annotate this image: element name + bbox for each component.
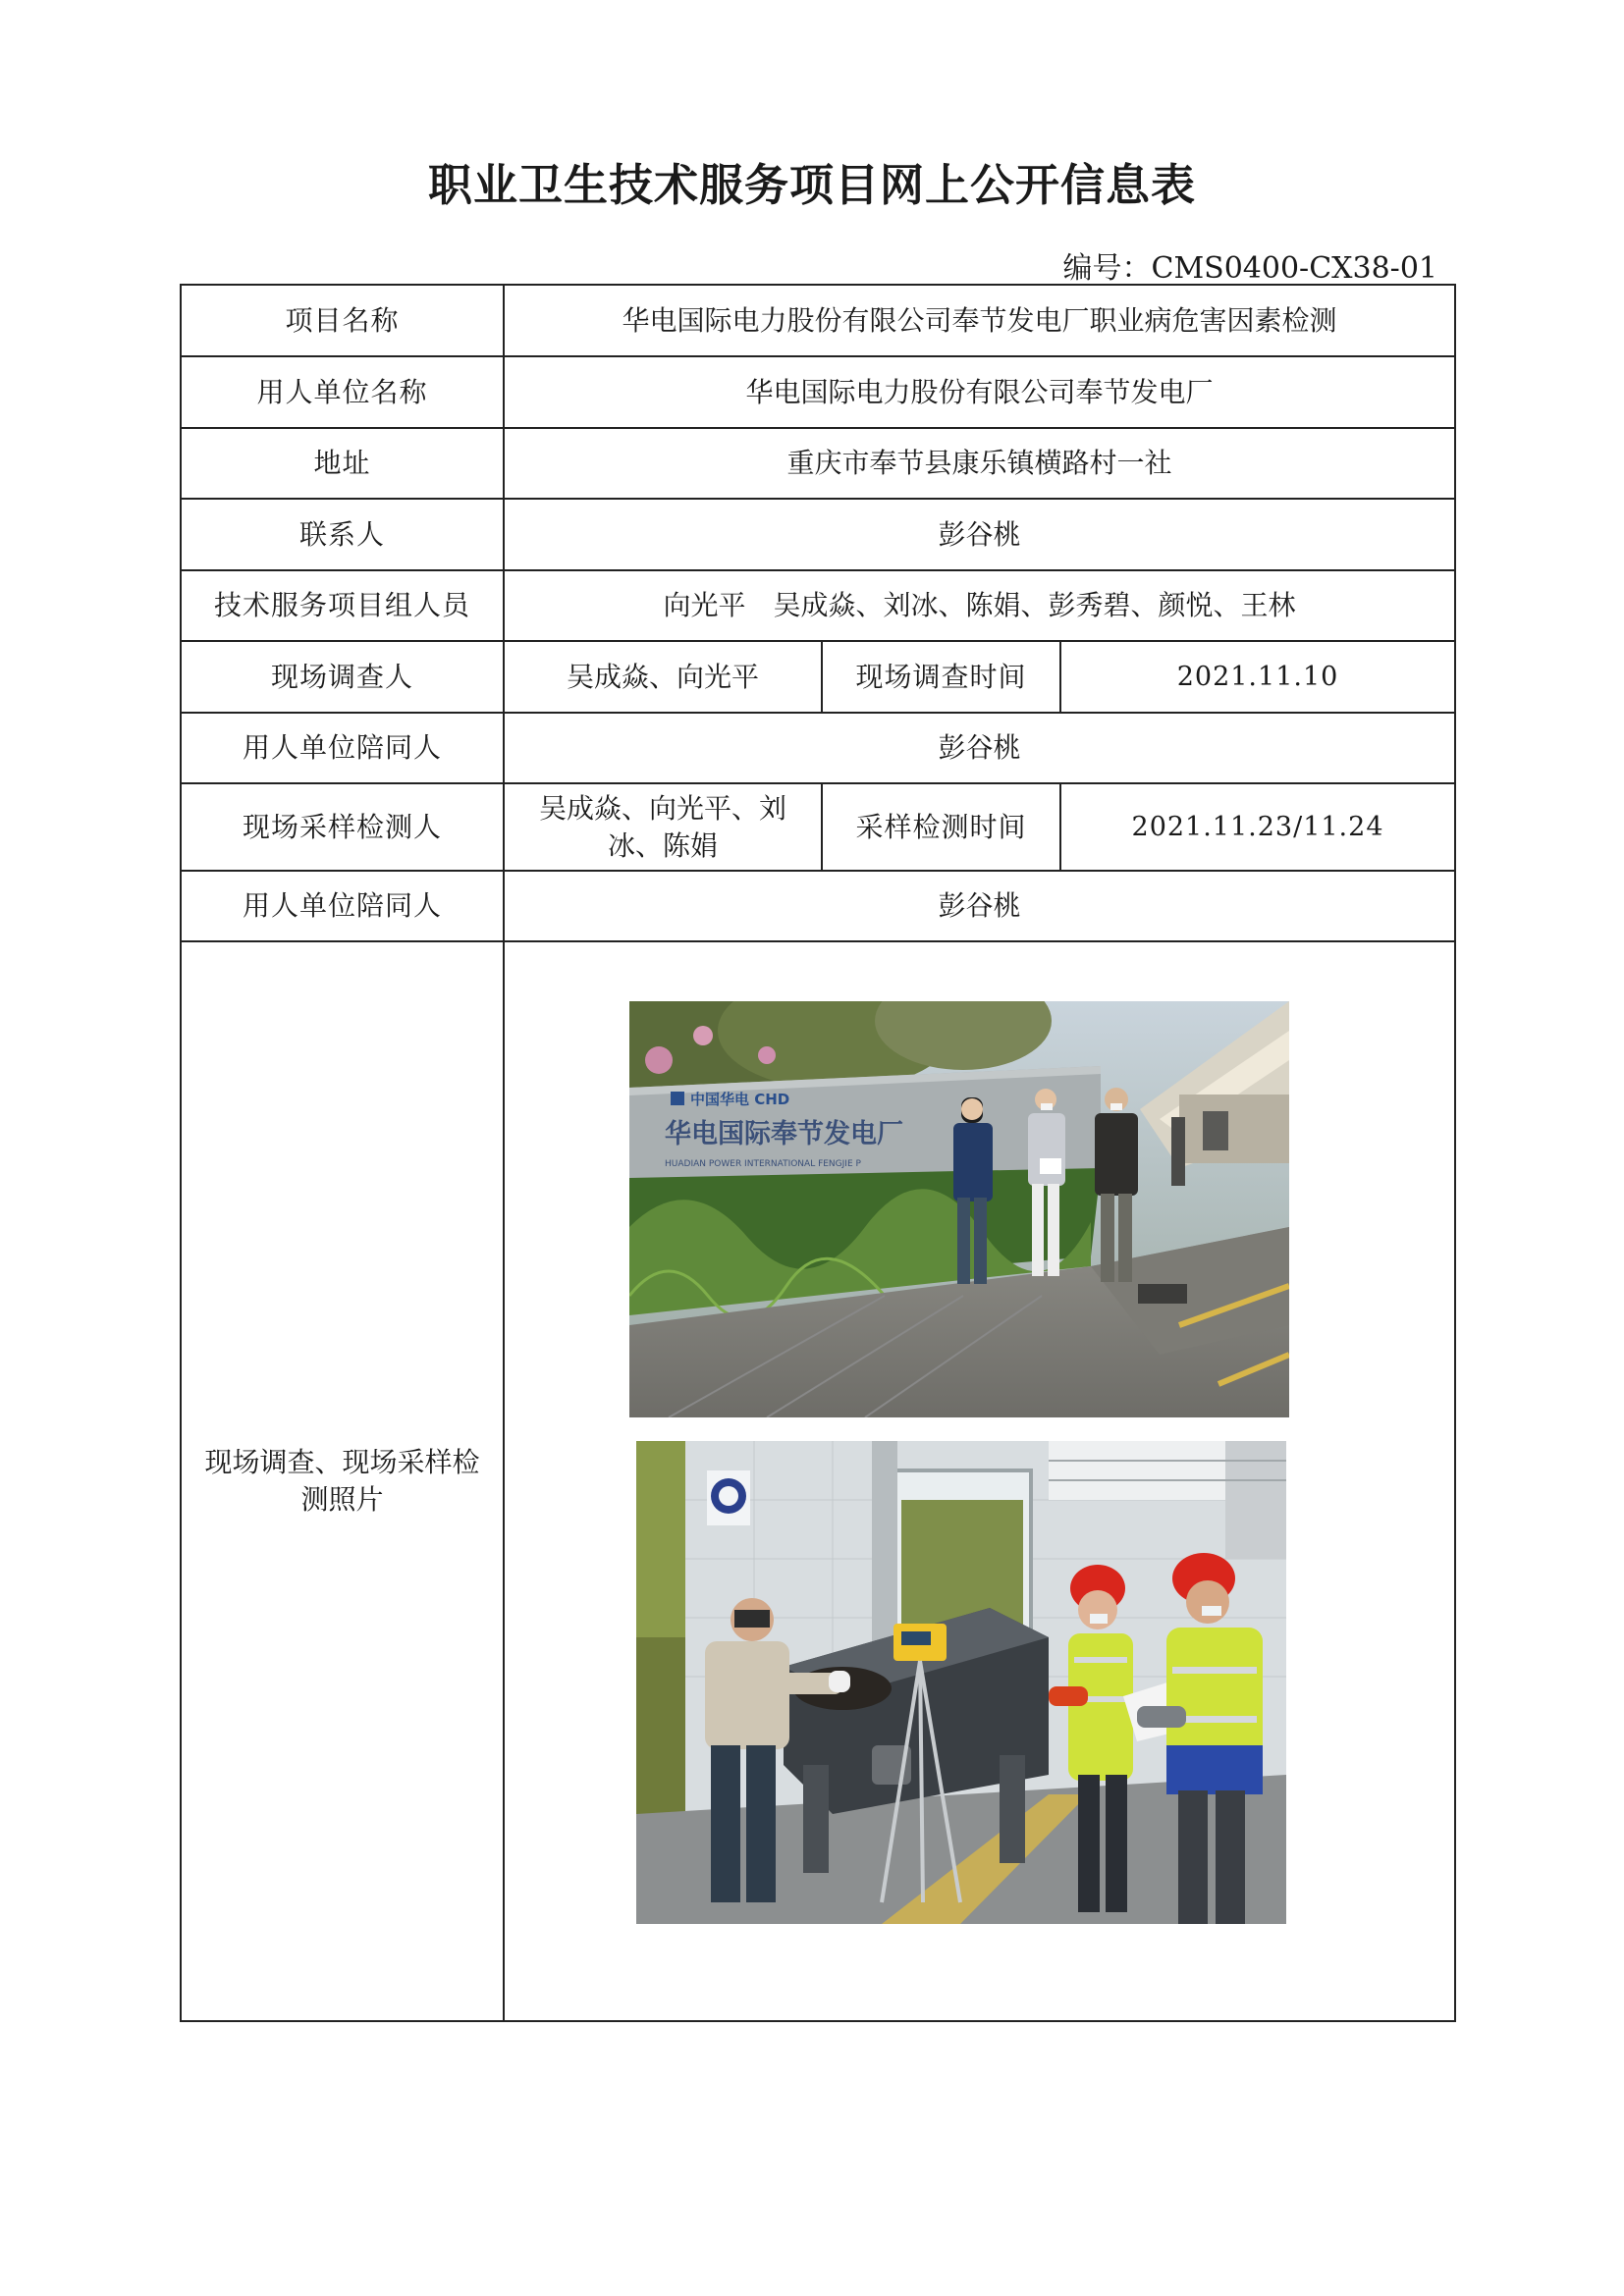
- info-table: [180, 284, 1456, 2022]
- row-contact: [181, 499, 1455, 570]
- escort-1-label: 用人单位陪同人: [181, 713, 504, 783]
- site-survey-label: 现场调查人: [181, 641, 504, 713]
- sampling-photo: [636, 1441, 1286, 1924]
- row-address: [181, 428, 1455, 499]
- employer-name-value: 华电国际电力股份有限公司奉节发电厂: [504, 356, 1455, 428]
- escort-2-label: 用人单位陪同人: [181, 871, 504, 941]
- sign-line-1: 中国华电 CHD: [690, 1091, 790, 1108]
- sampling-label: 现场采样检测人: [181, 783, 504, 871]
- row-employer-name: [181, 356, 1455, 428]
- sign-line-3: HUADIAN POWER INTERNATIONAL FENGJIE P: [665, 1159, 861, 1169]
- page-title: 职业卫生技术服务项目网上公开信息表: [427, 159, 1196, 211]
- sampling-time-label: 采样检测时间: [822, 783, 1060, 871]
- entrance-photo: [629, 1001, 1289, 1417]
- employer-name-label: 用人单位名称: [181, 356, 504, 428]
- row-sampling: [181, 783, 1455, 871]
- project-name-value: 华电国际电力股份有限公司奉节发电厂职业病危害因素检测: [504, 285, 1455, 356]
- entrance-photo-image: [629, 1001, 1289, 1417]
- sampling-photo-image: [636, 1441, 1286, 1924]
- sampling-value: 吴成焱、向光平、刘冰、陈娟: [504, 783, 822, 871]
- team-members-value: 向光平 吴成焱、刘冰、陈娟、彭秀碧、颜悦、王林: [504, 570, 1455, 641]
- site-survey-time-value: 2021.11.10: [1060, 641, 1455, 713]
- row-photos: [181, 941, 1455, 2021]
- row-escort-2: [181, 871, 1455, 941]
- team-members-label: 技术服务项目组人员: [181, 570, 504, 641]
- contact-label: 联系人: [181, 499, 504, 570]
- address-label: 地址: [181, 428, 504, 499]
- sign-line-2: 华电国际奉节发电厂: [665, 1119, 903, 1149]
- row-project-name: [181, 285, 1455, 356]
- row-team-members: [181, 570, 1455, 641]
- contact-value: 彭谷桃: [504, 499, 1455, 570]
- row-escort-1: [181, 713, 1455, 783]
- serial-number: 编号：CMS0400-CX38-01: [1062, 251, 1437, 286]
- escort-2-value: 彭谷桃: [504, 871, 1455, 941]
- photos-cell: [504, 941, 1455, 2021]
- project-name-label: 项目名称: [181, 285, 504, 356]
- sampling-time-value: 2021.11.23/11.24: [1060, 783, 1455, 871]
- site-survey-value: 吴成焱、向光平: [504, 641, 822, 713]
- escort-1-value: 彭谷桃: [504, 713, 1455, 783]
- site-survey-time-label: 现场调查时间: [822, 641, 1060, 713]
- photos-label: 现场调查、现场采样检测照片: [181, 941, 504, 2021]
- row-site-survey: [181, 641, 1455, 713]
- address-value: 重庆市奉节县康乐镇横路村一社: [504, 428, 1455, 499]
